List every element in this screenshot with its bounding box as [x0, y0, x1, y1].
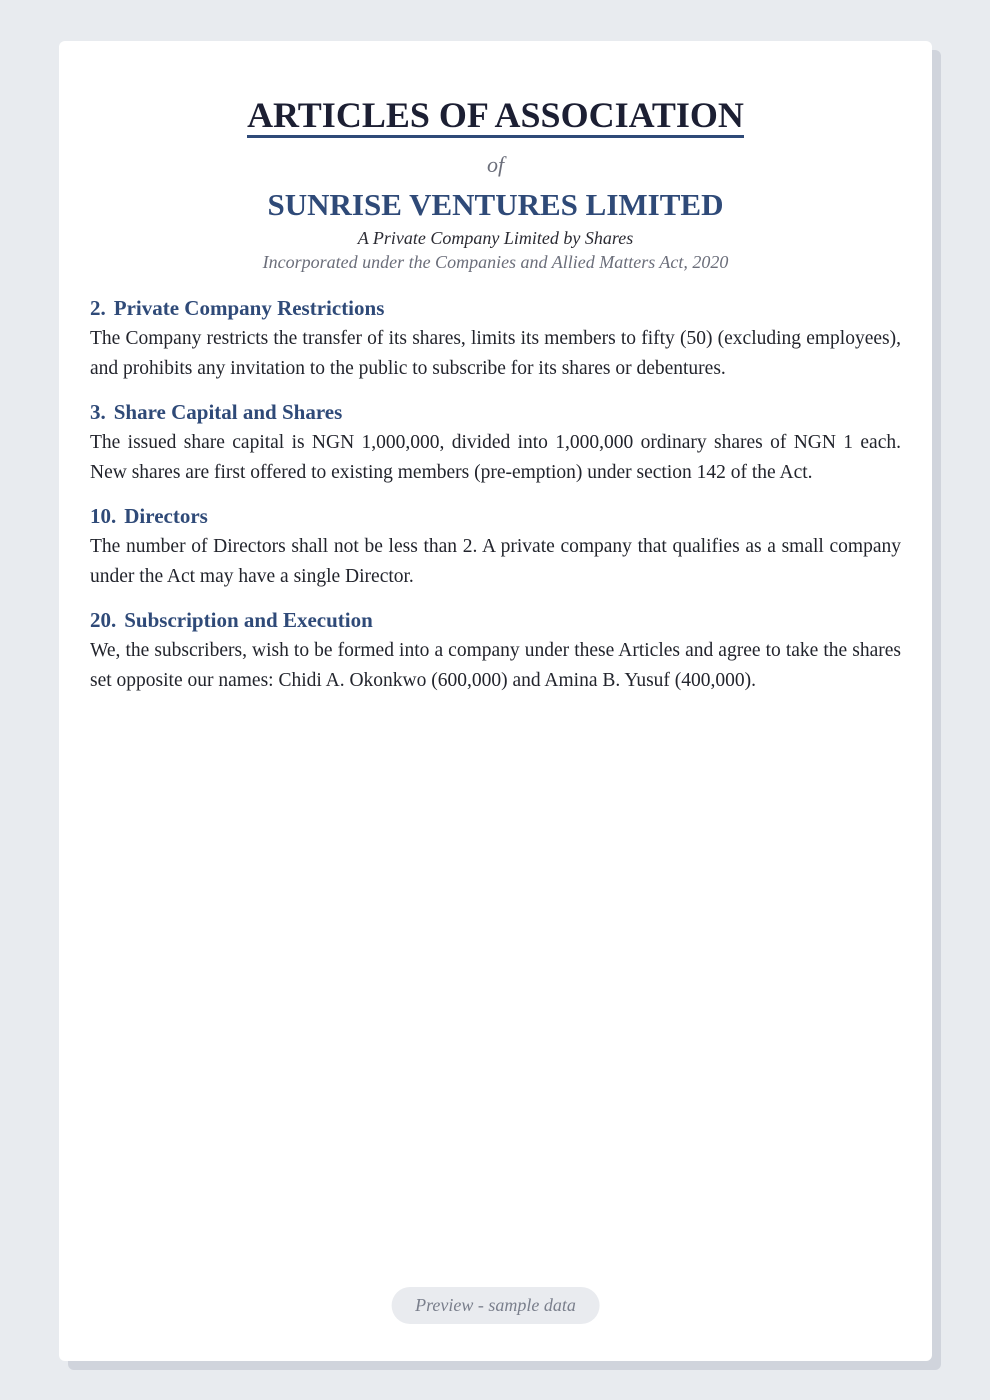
section-body: The number of Directors shall not be less than 2. A private company that qualifies as a small company under the Act may have a single Director. [90, 536, 901, 587]
section-body: We, the subscribers, wish to be formed into a company under these Articles and agree to take the shares set opposite our names: Chidi A. Okonkwo (600,000) and Amina B. Yusuf (400,000). [90, 640, 901, 691]
section-subscription-execution [90, 606, 901, 696]
document-title [90, 95, 901, 138]
document-title-text: ARTICLES OF ASSOCIATION [247, 95, 744, 138]
incorporation-line: Incorporated under the Companies and Allied Matters Act, 2020 [262, 252, 729, 272]
section-title: Private Company Restrictions [113, 296, 385, 320]
company-type: A Private Company Limited by Shares [357, 228, 634, 248]
document-page [59, 41, 932, 1361]
section-title: Subscription and Execution [124, 608, 373, 632]
section-title: Share Capital and Shares [113, 400, 343, 424]
section-heading [90, 606, 901, 634]
section-directors [90, 502, 901, 592]
company-name: SUNRISE VENTURES LIMITED [267, 187, 724, 222]
section-body: The issued share capital is NGN 1,000,000, divided into 1,000,000 ordinary shares of NGN 1 each. New shares are first offered to existing members (pre-emption) under section 142 of the Act. [90, 432, 901, 483]
section-number: 2. [90, 296, 106, 320]
of-line: of [486, 152, 505, 177]
section-number: 3. [90, 400, 106, 424]
preview-badge: Preview - sample data [391, 1287, 600, 1324]
section-heading [90, 294, 901, 322]
section-number: 20. [90, 608, 117, 632]
sections-container [90, 294, 901, 696]
section-share-capital [90, 398, 901, 488]
section-title: Directors [124, 504, 208, 528]
section-heading [90, 502, 901, 530]
section-number: 10. [90, 504, 117, 528]
section-heading [90, 398, 901, 426]
section-body: The Company restricts the transfer of its shares, limits its members to fifty (50) (excluding employees), and prohibits any invitation to the public to subscribe for its shares or debentures. [90, 328, 901, 379]
section-private-company-restrictions [90, 294, 901, 384]
